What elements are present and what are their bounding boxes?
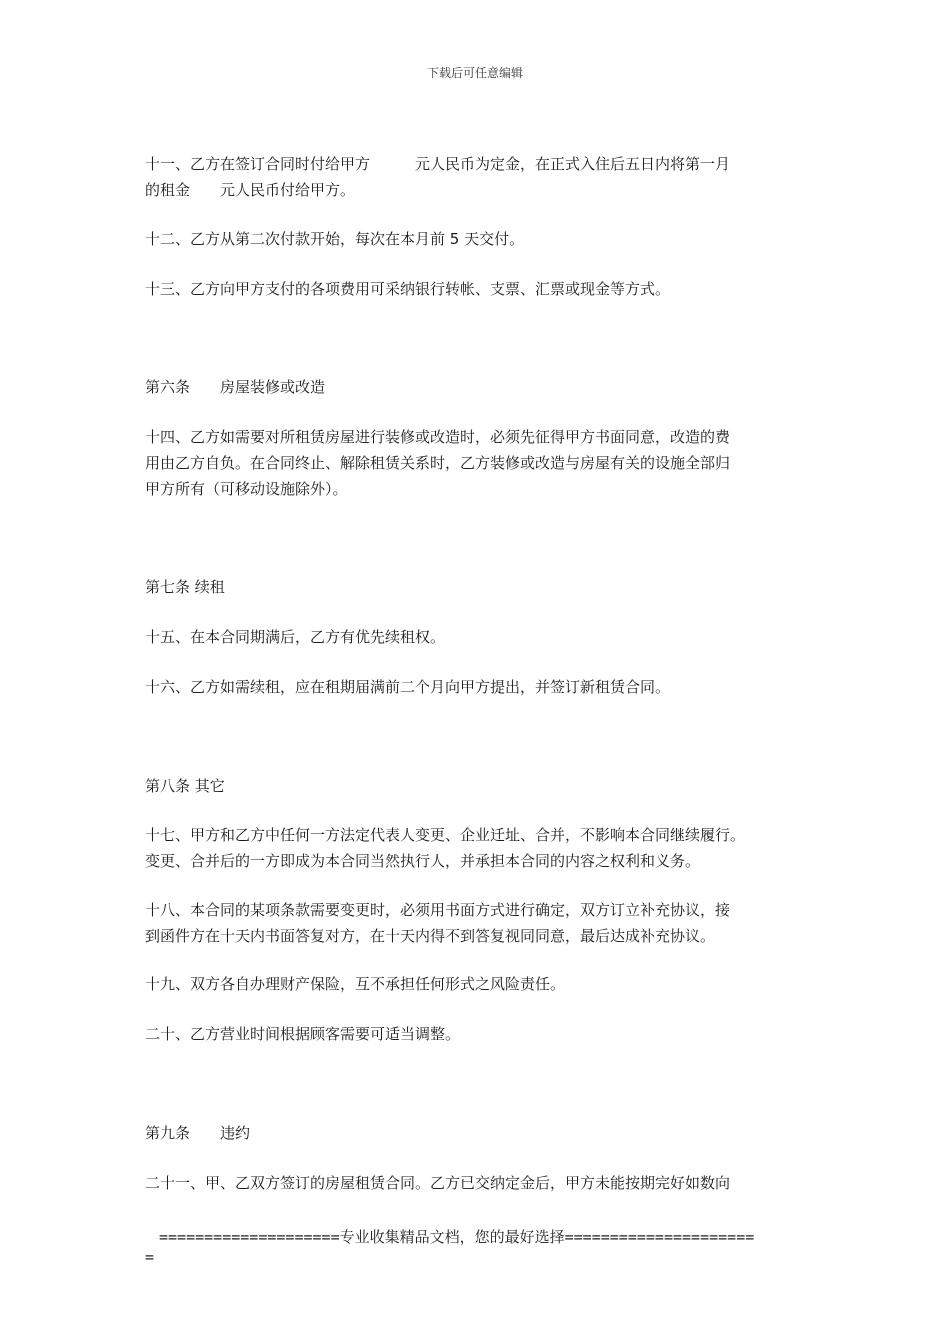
- clause-14: [145, 424, 815, 502]
- text-line: 的租金 元人民币付给甲方。: [145, 181, 356, 199]
- clause-17: [145, 822, 815, 874]
- text-line: 二十一、甲、乙双方签订的房屋租赁合同。乙方已交纳定金后，甲方未能按期完好如数向: [145, 1174, 731, 1192]
- text-line: 十七、甲方和乙方中任何一方法定代表人变更、企业迁址、合并，不影响本合同继续履行。: [145, 826, 746, 844]
- article-8-heading: [145, 773, 815, 799]
- clause-18: [145, 897, 815, 949]
- text-line: 十六、乙方如需续租，应在租期届满前二个月向甲方提出，并签订新租赁合同。: [145, 678, 671, 696]
- clause-12: [145, 226, 815, 252]
- article-9-heading: [145, 1120, 815, 1146]
- text-line: 十三、乙方向甲方支付的各项费用可采纳银行转帐、支票、汇票或现金等方式。: [145, 280, 671, 298]
- page-header: 下载后可任意编辑: [426, 66, 523, 80]
- text-line: 十二、乙方从第二次付款开始，每次在本月前 5 天交付。: [145, 230, 525, 248]
- text-line: 十一、乙方在签订合同时付给甲方 元人民币为定金，在正式入住后五日内将第一月: [145, 155, 731, 173]
- text-line: 到函件方在十天内书面答复对方，在十天内得不到答复视同同意，最后达成补充协议。: [145, 927, 716, 945]
- clause-13: [145, 276, 815, 302]
- footer-banner: ====================专业收集精品文档，您的最好选择=====================: [159, 1228, 755, 1246]
- clause-16: [145, 674, 815, 700]
- article-6-heading: [145, 374, 815, 400]
- text-line: 十五、在本合同期满后，乙方有优先续租权。: [145, 628, 446, 646]
- clause-19: [145, 971, 815, 997]
- clause-21: [145, 1170, 815, 1196]
- text-line: 十四、乙方如需要对所租赁房屋进行装修或改造时，必须先征得甲方书面同意，改造的费: [145, 428, 731, 446]
- section-heading: 第八条 其它: [145, 777, 225, 795]
- text-line: 变更、合并后的一方即成为本合同当然执行人，并承担本合同的内容之权利和义务。: [145, 852, 701, 870]
- clause-11: [145, 151, 815, 203]
- section-heading: 第九条 违约: [145, 1124, 251, 1142]
- text-line: 用由乙方自负。在合同终止、解除租赁关系时，乙方装修或改造与房屋有关的设施全部归: [145, 454, 731, 472]
- clause-15: [145, 624, 815, 650]
- text-line: 十九、双方各自办理财产保险，互不承担任何形式之风险责任。: [145, 975, 566, 993]
- page-footer: [145, 1227, 815, 1267]
- text-line: 二十、乙方营业时间根据顾客需要可适当调整。: [145, 1025, 461, 1043]
- text-line: 甲方所有（可移动设施除外）。: [145, 480, 348, 498]
- section-heading: 第七条 续租: [145, 578, 225, 596]
- footer-tail: =: [145, 1248, 155, 1266]
- text-line: 十八、本合同的某项条款需要变更时，必须用书面方式进行确定，双方订立补充协议，接: [145, 901, 731, 919]
- section-heading: 第六条 房屋装修或改造: [145, 378, 326, 396]
- clause-20: [145, 1021, 815, 1047]
- article-7-heading: [145, 574, 815, 600]
